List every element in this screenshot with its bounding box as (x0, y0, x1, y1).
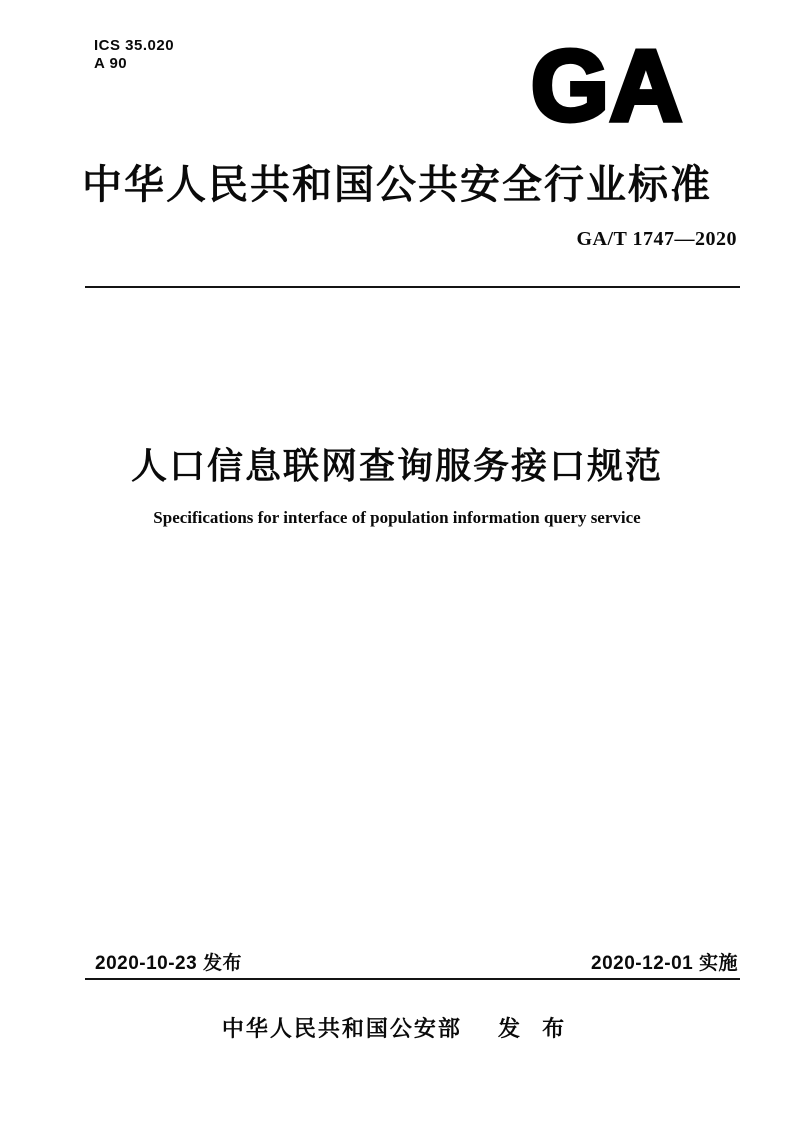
ga-logo: GA (531, 30, 683, 142)
publisher-row (0, 1012, 794, 1043)
publish-label: 发 布 (498, 1016, 573, 1041)
classification-code: A 90 (94, 55, 128, 72)
implement-date: 2020-12-01 实施 (591, 953, 738, 974)
bottom-divider (85, 978, 740, 980)
ics-code: ICS 35.020 (94, 37, 175, 54)
document-title-chinese: 人口信息联网查询服务接口规范 (130, 445, 663, 486)
top-divider (85, 286, 740, 288)
standard-title: 中华人民共和国公共安全行业标准 (82, 163, 712, 207)
dates-row (95, 948, 738, 975)
document-title-english: Specifications for interface of population information query service (153, 508, 641, 527)
issue-date: 2020-10-23 发布 (95, 953, 242, 974)
standard-number: GA/T 1747—2020 (576, 228, 737, 250)
ics-block (94, 37, 174, 73)
publisher-name: 中华人民共和国公安部 (221, 1016, 462, 1041)
